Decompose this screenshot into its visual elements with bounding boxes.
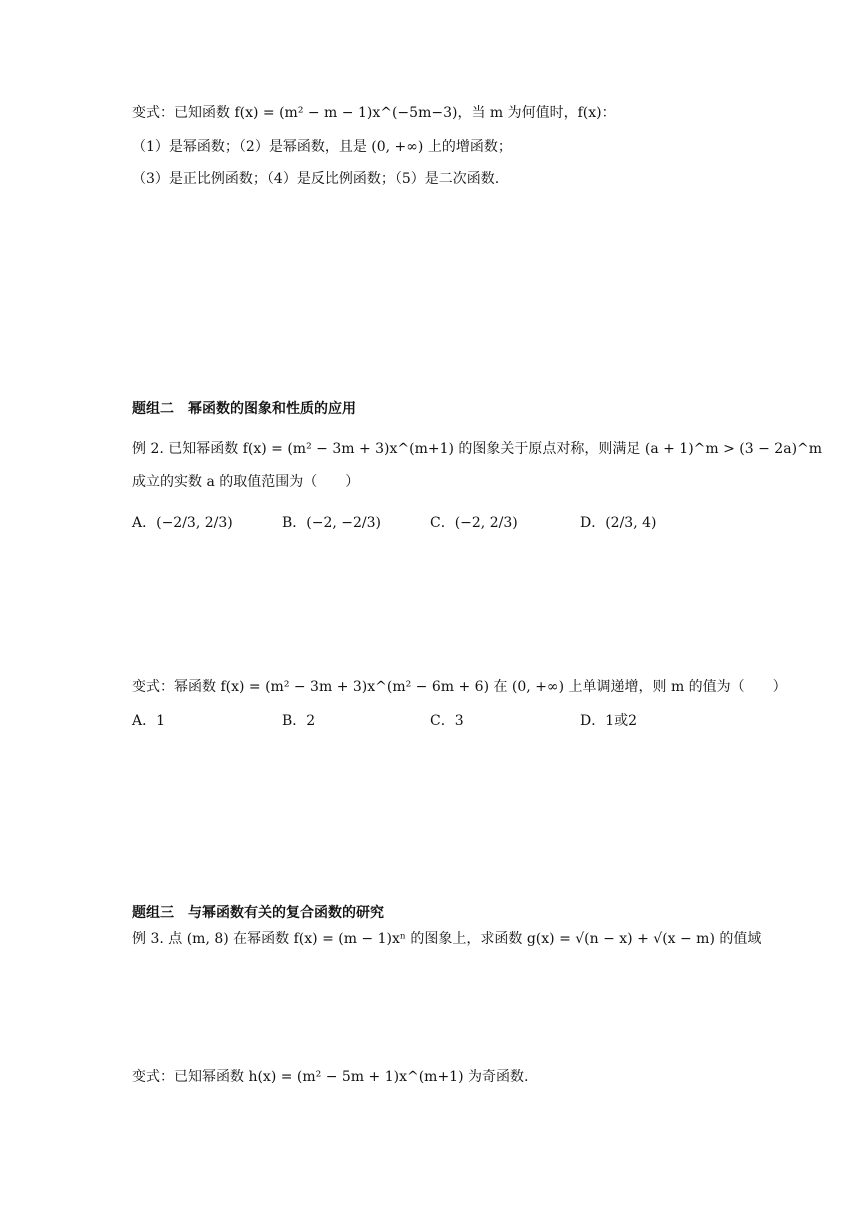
example2-option-b: B．(−2, −2/3)	[282, 515, 382, 531]
group3-variant-line: 变式：已知幂函数 h(x) = (m² − 5m + 1)x^(m+1) 为奇函数.	[132, 1069, 529, 1085]
example2-line1: 例 2. 已知幂函数 f(x) = (m² − 3m + 3)x^(m+1) 的图象关于原点对称，则满足 (a + 1)^m > (3 − 2a)^m	[132, 441, 823, 457]
variant1-line1: 变式：已知函数 f(x) = (m² − m − 1)x^(−5m−3)，当 m 为何值时，f(x)：	[132, 105, 616, 121]
variant1-line3: （3）是正比例函数；（4）是反比例函数；（5）是二次函数.	[132, 171, 500, 187]
variant1-line2: （1）是幂函数；（2）是幂函数，且是 (0, +∞) 上的增函数；	[132, 139, 512, 155]
example2-option-c: C．(−2, 2/3)	[430, 515, 518, 531]
group3-heading: 题组三 与幂函数有关的复合函数的研究	[132, 905, 384, 921]
variant2-option-b: B．2	[282, 713, 316, 729]
group2-variant-line: 变式：幂函数 f(x) = (m² − 3m + 3)x^(m² − 6m + 6) 在 (0, +∞) 上单调递增，则 m 的值为（ ）	[132, 679, 787, 695]
example2-option-a: A．(−2/3, 2/3)	[132, 515, 233, 531]
variant2-option-a: A．1	[132, 713, 166, 729]
variant2-option-c: C．3	[430, 713, 464, 729]
example3-line: 例 3. 点 (m, 8) 在幂函数 f(x) = (m − 1)xⁿ 的图象上，求函数 g(x) = √(n − x) + √(x − m) 的值域	[132, 931, 762, 947]
variant2-option-d: D．1或2	[580, 713, 638, 729]
example2-option-d: D．(2/3, 4)	[580, 515, 657, 531]
example2-line2: 成立的实数 a 的取值范围为（ ）	[132, 474, 360, 490]
group2-heading: 题组二 幂函数的图象和性质的应用	[132, 401, 356, 417]
